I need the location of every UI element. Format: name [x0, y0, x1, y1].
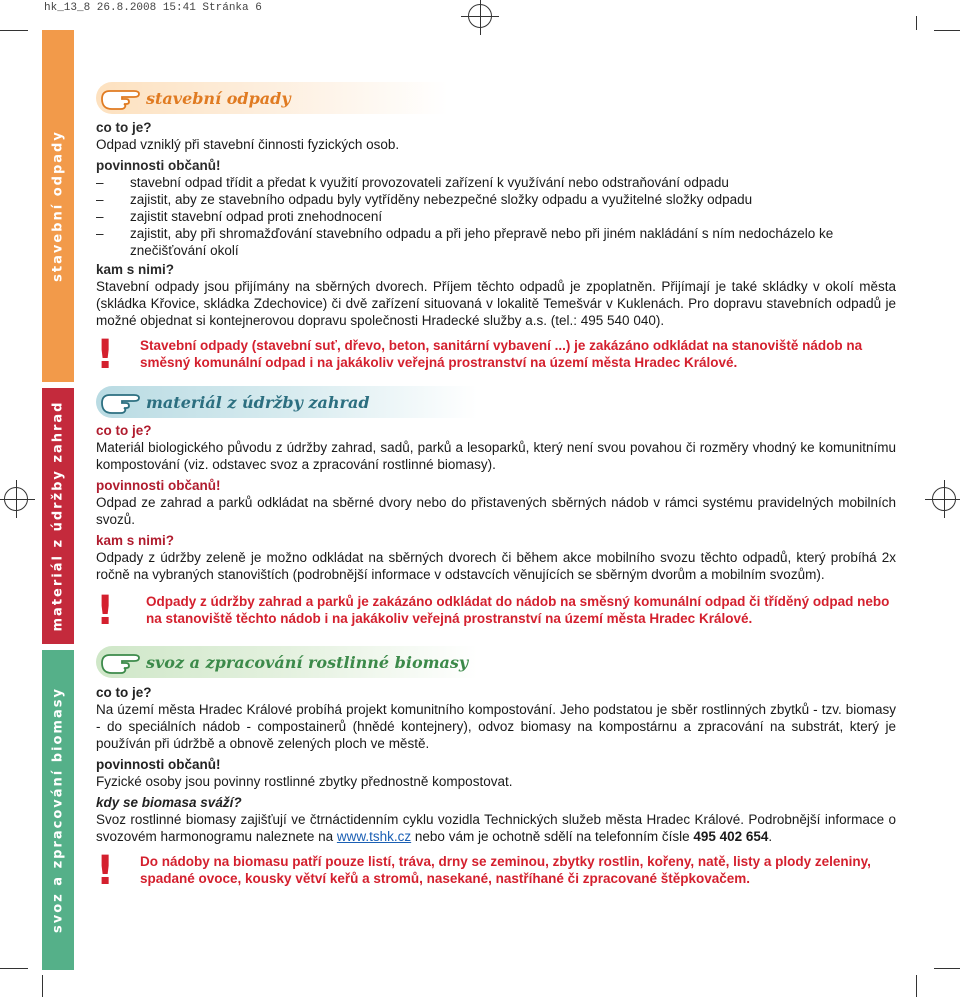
question-label: kam s nimi? [96, 533, 175, 548]
list-item: – zajistit, aby ze stavebního odpadu byly vytříděny nebezpečné složky odpadu a využitelné složky odpadu [96, 191, 896, 208]
tshk-website-link[interactable]: www.tshk.cz [336, 829, 412, 844]
phone-number: 495 402 654 [693, 829, 769, 844]
section-title: svoz a zpracování rostlinné biomasy [146, 652, 469, 672]
warning-text: Odpady z údržby zahrad a parků je zakázáno odkládat do nádob na směsný komunální odpad či tříděný odpad nebo na stanoviště těchto nádob i na jakákoliv veřejná prostranství na území města Hradec Králové. [146, 594, 890, 626]
sidebar-tab-biomasa [42, 650, 74, 970]
question-label: co to je? [96, 685, 152, 700]
answer-text: Fyzické osoby jsou povinny rostlinné zbytky přednostně kompostovat. [96, 774, 513, 789]
list-item: – zajistit, aby při shromažďování stavebního odpadu a při jeho přepravě nebo při jiném nakládání s ním nedocházelo ke znečišťování okolí [96, 225, 896, 259]
warning-text: Stavební odpady (stavební suť, dřevo, beton, sanitární vybavení ...) je zakázáno odkládat na stanoviště nádob na směsný komunální odpad i na jakákoliv veřejná prostranství na území města Hradec Králové. [140, 338, 863, 370]
question-label: povinnosti občanů! [96, 478, 221, 493]
pointing-hand-icon [100, 389, 142, 415]
answer-text: Materiál biologického původu z údržby zahrad, sadů, parků a lesoparků, který není svou povahou či rozměry vhodný ke komunitnímu kompostování (viz. odstavec svoz a zpracování rostlinné biomasy). [96, 440, 896, 472]
answer-text-part: Svoz rostlinné biomasy zajišťují ve čtrnáctidenním cyklu vozidla Technických služeb města Hradec Králové. Podrobnější informace o svozovém harmonogramu naleznete na [96, 812, 896, 844]
question-label: povinnosti občanů! [96, 757, 221, 772]
answer-text: Odpad ze zahrad a parků odkládat na sběrné dvory nebo do přistavených sběrných nádob v rámci systému pravidelných mobilních svozů. [96, 495, 896, 527]
answer-text: Odpady z údržby zeleně je možno odkládat na sběrných dvorech či během akce mobilního svozu těchto odpadů, který probíhá 2x ročně na vybraných stanovištích (podrobnější informace v odstavcích věnujících se sběrným dvorům a mobilním svozům). [96, 550, 896, 582]
warning-box [96, 848, 896, 894]
crop-mark [916, 975, 917, 997]
sidebar-tab-label: stavební odpady [50, 130, 66, 282]
question-label: kdy se biomasa sváží? [96, 795, 242, 810]
answer-text: Odpad vzniklý při stavební činnosti fyzických osob. [96, 137, 400, 152]
pointing-hand-icon [100, 85, 142, 111]
registration-mark-icon [932, 487, 956, 511]
crop-mark [934, 968, 960, 969]
section-stavebni-odpady [96, 82, 896, 378]
warning-box [96, 588, 896, 634]
section-material-zahrad [96, 386, 896, 634]
exclamation-icon: ! [96, 332, 115, 378]
crop-mark [0, 30, 28, 31]
section-title: materiál z údržby zahrad [146, 392, 370, 412]
question-label: co to je? [96, 120, 152, 135]
sidebar-tab-label: svoz a zpracování biomasy [50, 687, 66, 933]
sidebar-tab-label: materiál z údržby zahrad [50, 400, 66, 632]
sidebar-tab-material-zahrad [42, 388, 74, 644]
registration-mark-icon [468, 4, 492, 28]
printer-slug: hk_13_8 26.8.2008 15:41 Stránka 6 [44, 2, 262, 14]
section-biomasa [96, 646, 896, 894]
section-heading [96, 646, 520, 678]
answer-text-part: nebo vám je ochotně sdělí na telefonním čísle [411, 829, 694, 844]
answer-text [96, 811, 896, 845]
answer-text: Na území města Hradec Králové probíhá projekt komunitního kompostování. Jeho podstatou je sběr rostlinných zbytků - tzv. biomasy - do speciálních nádob - compostainerů (hnědé kontejnery), odvoz biomasy na kompostárnu a zpracování na substrát, který je používán při údržbě a obnově zelených ploch ve městě. [96, 702, 896, 751]
crop-mark [0, 968, 28, 969]
list-item: – zajistit stavební odpad proti znehodnocení [96, 208, 896, 225]
list-item: – stavební odpad třídit a předat k využití provozovateli zařízení k využívání nebo odstraňování odpadu [96, 174, 896, 191]
answer-text-part: . [768, 829, 773, 844]
question-label: povinnosti občanů! [96, 158, 221, 173]
section-heading [96, 386, 520, 418]
exclamation-icon: ! [96, 588, 115, 634]
crop-mark [916, 16, 917, 30]
answer-text: Stavební odpady jsou přijímány na sběrných dvorech. Příjem těchto odpadů je zpoplatněn. Přijímají je také skládky v okolí města (skládka Křovice, skládka Zdechovice) či dvě zařízení situovaná v lokalitě Temešvár v Kuklenách. Pro dopravu stavebních odpadů je možné objednat si kontejnerovou dopravu společnosti Hradecké služby a.s. (tel.: 495 540 040). [96, 279, 896, 328]
question-label: kam s nimi? [96, 262, 175, 277]
exclamation-icon: ! [96, 848, 115, 894]
section-title: stavební odpady [146, 88, 291, 108]
warning-box [96, 332, 896, 378]
sidebar-tab-stavebni-odpady [42, 30, 74, 382]
registration-mark-icon [4, 487, 28, 511]
question-label: co to je? [96, 423, 152, 438]
crop-mark [42, 975, 43, 997]
crop-mark [934, 30, 960, 31]
section-heading [96, 82, 510, 114]
obligations-list [96, 174, 896, 259]
warning-text: Do nádoby na biomasu patří pouze listí, tráva, drny se zeminou, zbytky rostlin, kořeny, natě, listy a plody zeleniny, spadané ovoce, kousky větví keřů a stromů, nasekané, nastříhané či zpracované štěpkovačem. [140, 854, 871, 886]
pointing-hand-icon [100, 649, 142, 675]
